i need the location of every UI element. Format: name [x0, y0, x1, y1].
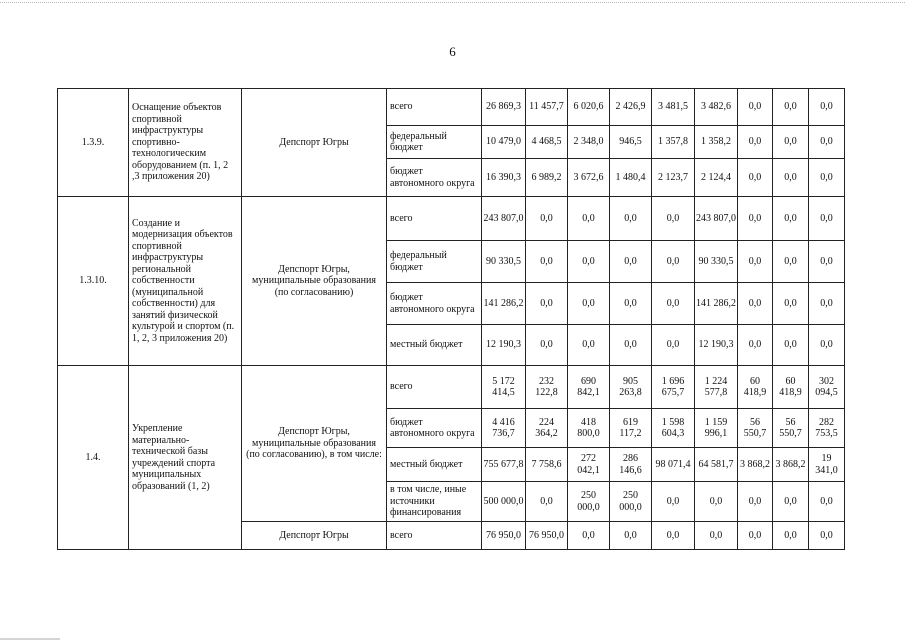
amount-cell: 0,0 [568, 197, 610, 241]
amount-cell: 1 224 577,8 [695, 366, 738, 409]
funding-source: бюджет автономного округа [387, 409, 482, 448]
amount-cell: 0,0 [738, 522, 773, 550]
amount-cell: 11 457,7 [526, 89, 568, 126]
amount-cell: 6 989,2 [526, 159, 568, 197]
amount-cell: 0,0 [695, 482, 738, 522]
amount-cell: 0,0 [610, 197, 652, 241]
amount-cell: 0,0 [568, 241, 610, 283]
responsible-executor: Депспорт Югры, муниципальные образования (по согласованию) [242, 197, 387, 366]
amount-cell: 141 286,2 [695, 283, 738, 325]
table-body [58, 89, 845, 550]
amount-cell: 4 468,5 [526, 126, 568, 159]
funding-source: бюджет автономного округа [387, 159, 482, 197]
amount-cell: 0,0 [526, 283, 568, 325]
event-name: Создание и модернизация объектов спортивной инфраструктуры региональной собственности (муниципальной собственности) для занятий физической культурой и спортом (п. 1, 2, 3 приложения 20) [129, 197, 242, 366]
event-code: 1.4. [58, 366, 129, 550]
funding-source: местный бюджет [387, 448, 482, 482]
amount-cell: 0,0 [809, 482, 845, 522]
amount-cell: 302 094,5 [809, 366, 845, 409]
amount-cell: 0,0 [773, 283, 809, 325]
amount-cell: 2 123,7 [652, 159, 695, 197]
responsible-executor: Депспорт Югры, муниципальные образования (по согласованию), в том числе: [242, 366, 387, 522]
amount-cell: 0,0 [738, 159, 773, 197]
amount-cell: 0,0 [738, 325, 773, 366]
amount-cell: 3 868,2 [738, 448, 773, 482]
amount-cell: 243 807,0 [482, 197, 526, 241]
event-code: 1.3.10. [58, 197, 129, 366]
amount-cell: 905 263,8 [610, 366, 652, 409]
amount-cell: 26 869,3 [482, 89, 526, 126]
amount-cell: 10 479,0 [482, 126, 526, 159]
scan-top-edge [0, 2, 905, 7]
amount-cell: 4 416 736,7 [482, 409, 526, 448]
amount-cell: 3 868,2 [773, 448, 809, 482]
amount-cell: 243 807,0 [695, 197, 738, 241]
amount-cell: 0,0 [738, 482, 773, 522]
amount-cell: 76 950,0 [482, 522, 526, 550]
funding-source: в том числе, иные источники финансирования [387, 482, 482, 522]
amount-cell: 0,0 [809, 241, 845, 283]
amount-cell: 6 020,6 [568, 89, 610, 126]
funding-source: всего [387, 89, 482, 126]
amount-cell: 56 550,7 [773, 409, 809, 448]
amount-cell: 0,0 [738, 126, 773, 159]
amount-cell: 0,0 [809, 89, 845, 126]
amount-cell: 0,0 [773, 126, 809, 159]
amount-cell: 0,0 [652, 522, 695, 550]
amount-cell: 0,0 [652, 482, 695, 522]
amount-cell: 0,0 [738, 283, 773, 325]
amount-cell: 0,0 [773, 159, 809, 197]
amount-cell: 90 330,5 [695, 241, 738, 283]
amount-cell: 0,0 [809, 159, 845, 197]
amount-cell: 5 172 414,5 [482, 366, 526, 409]
responsible-executor: Депспорт Югры [242, 89, 387, 197]
amount-cell: 250 000,0 [610, 482, 652, 522]
amount-cell: 0,0 [738, 241, 773, 283]
amount-cell: 0,0 [652, 241, 695, 283]
amount-cell: 0,0 [610, 325, 652, 366]
funding-source: бюджет автономного округа [387, 283, 482, 325]
amount-cell: 232 122,8 [526, 366, 568, 409]
amount-cell: 0,0 [773, 241, 809, 283]
amount-cell: 0,0 [738, 197, 773, 241]
amount-cell: 0,0 [809, 522, 845, 550]
amount-cell: 0,0 [526, 482, 568, 522]
amount-cell: 0,0 [773, 89, 809, 126]
amount-cell: 690 842,1 [568, 366, 610, 409]
amount-cell: 60 418,9 [738, 366, 773, 409]
amount-cell: 0,0 [526, 325, 568, 366]
funding-source: всего [387, 197, 482, 241]
funding-source: федеральный бюджет [387, 241, 482, 283]
amount-cell: 7 758,6 [526, 448, 568, 482]
amount-cell: 755 677,8 [482, 448, 526, 482]
amount-cell: 2 348,0 [568, 126, 610, 159]
amount-cell: 0,0 [773, 522, 809, 550]
event-name: Укрепление материально-технической базы учреждений спорта муниципальных образований (1, 2) [129, 366, 242, 550]
amount-cell: 0,0 [568, 522, 610, 550]
amount-cell: 90 330,5 [482, 241, 526, 283]
table-row [58, 366, 845, 409]
amount-cell: 76 950,0 [526, 522, 568, 550]
amount-cell: 0,0 [610, 241, 652, 283]
event-code: 1.3.9. [58, 89, 129, 197]
amount-cell: 56 550,7 [738, 409, 773, 448]
amount-cell: 250 000,0 [568, 482, 610, 522]
amount-cell: 1 480,4 [610, 159, 652, 197]
amount-cell: 0,0 [809, 325, 845, 366]
amount-cell: 272 042,1 [568, 448, 610, 482]
amount-cell: 0,0 [738, 89, 773, 126]
amount-cell: 0,0 [773, 197, 809, 241]
page-number: 6 [449, 44, 456, 59]
amount-cell: 0,0 [695, 522, 738, 550]
amount-cell: 0,0 [773, 482, 809, 522]
amount-cell: 3 481,5 [652, 89, 695, 126]
amount-cell: 3 482,6 [695, 89, 738, 126]
amount-cell: 60 418,9 [773, 366, 809, 409]
funding-source: всего [387, 366, 482, 409]
amount-cell: 0,0 [568, 283, 610, 325]
amount-cell: 12 190,3 [482, 325, 526, 366]
funding-source: федеральный бюджет [387, 126, 482, 159]
amount-cell: 0,0 [526, 197, 568, 241]
amount-cell: 98 071,4 [652, 448, 695, 482]
amount-cell: 0,0 [809, 197, 845, 241]
amount-cell: 946,5 [610, 126, 652, 159]
amount-cell: 1 696 675,7 [652, 366, 695, 409]
amount-cell: 0,0 [652, 325, 695, 366]
responsible-executor: Депспорт Югры [242, 522, 387, 550]
amount-cell: 1 358,2 [695, 126, 738, 159]
budget-table [57, 88, 845, 550]
amount-cell: 0,0 [773, 325, 809, 366]
amount-cell: 286 146,6 [610, 448, 652, 482]
amount-cell: 19 341,0 [809, 448, 845, 482]
amount-cell: 0,0 [610, 522, 652, 550]
amount-cell: 0,0 [652, 197, 695, 241]
amount-cell: 64 581,7 [695, 448, 738, 482]
amount-cell: 2 124,4 [695, 159, 738, 197]
table-row [58, 197, 845, 241]
amount-cell: 0,0 [568, 325, 610, 366]
amount-cell: 0,0 [809, 283, 845, 325]
amount-cell: 0,0 [809, 126, 845, 159]
event-name: Оснащение объектов спортивной инфраструктуры спортивно-технологическим оборудованием (п. 1, 2 ,3 приложения 20) [129, 89, 242, 197]
table-row [58, 89, 845, 126]
amount-cell: 418 800,0 [568, 409, 610, 448]
amount-cell: 141 286,2 [482, 283, 526, 325]
amount-cell: 1 598 604,3 [652, 409, 695, 448]
amount-cell: 0,0 [526, 241, 568, 283]
amount-cell: 500 000,0 [482, 482, 526, 522]
amount-cell: 3 672,6 [568, 159, 610, 197]
amount-cell: 2 426,9 [610, 89, 652, 126]
amount-cell: 16 390,3 [482, 159, 526, 197]
amount-cell: 12 190,3 [695, 325, 738, 366]
funding-source: местный бюджет [387, 325, 482, 366]
amount-cell: 1 159 996,1 [695, 409, 738, 448]
amount-cell: 1 357,8 [652, 126, 695, 159]
amount-cell: 0,0 [652, 283, 695, 325]
funding-source: всего [387, 522, 482, 550]
amount-cell: 224 364,2 [526, 409, 568, 448]
amount-cell: 0,0 [610, 283, 652, 325]
amount-cell: 619 117,2 [610, 409, 652, 448]
amount-cell: 282 753,5 [809, 409, 845, 448]
